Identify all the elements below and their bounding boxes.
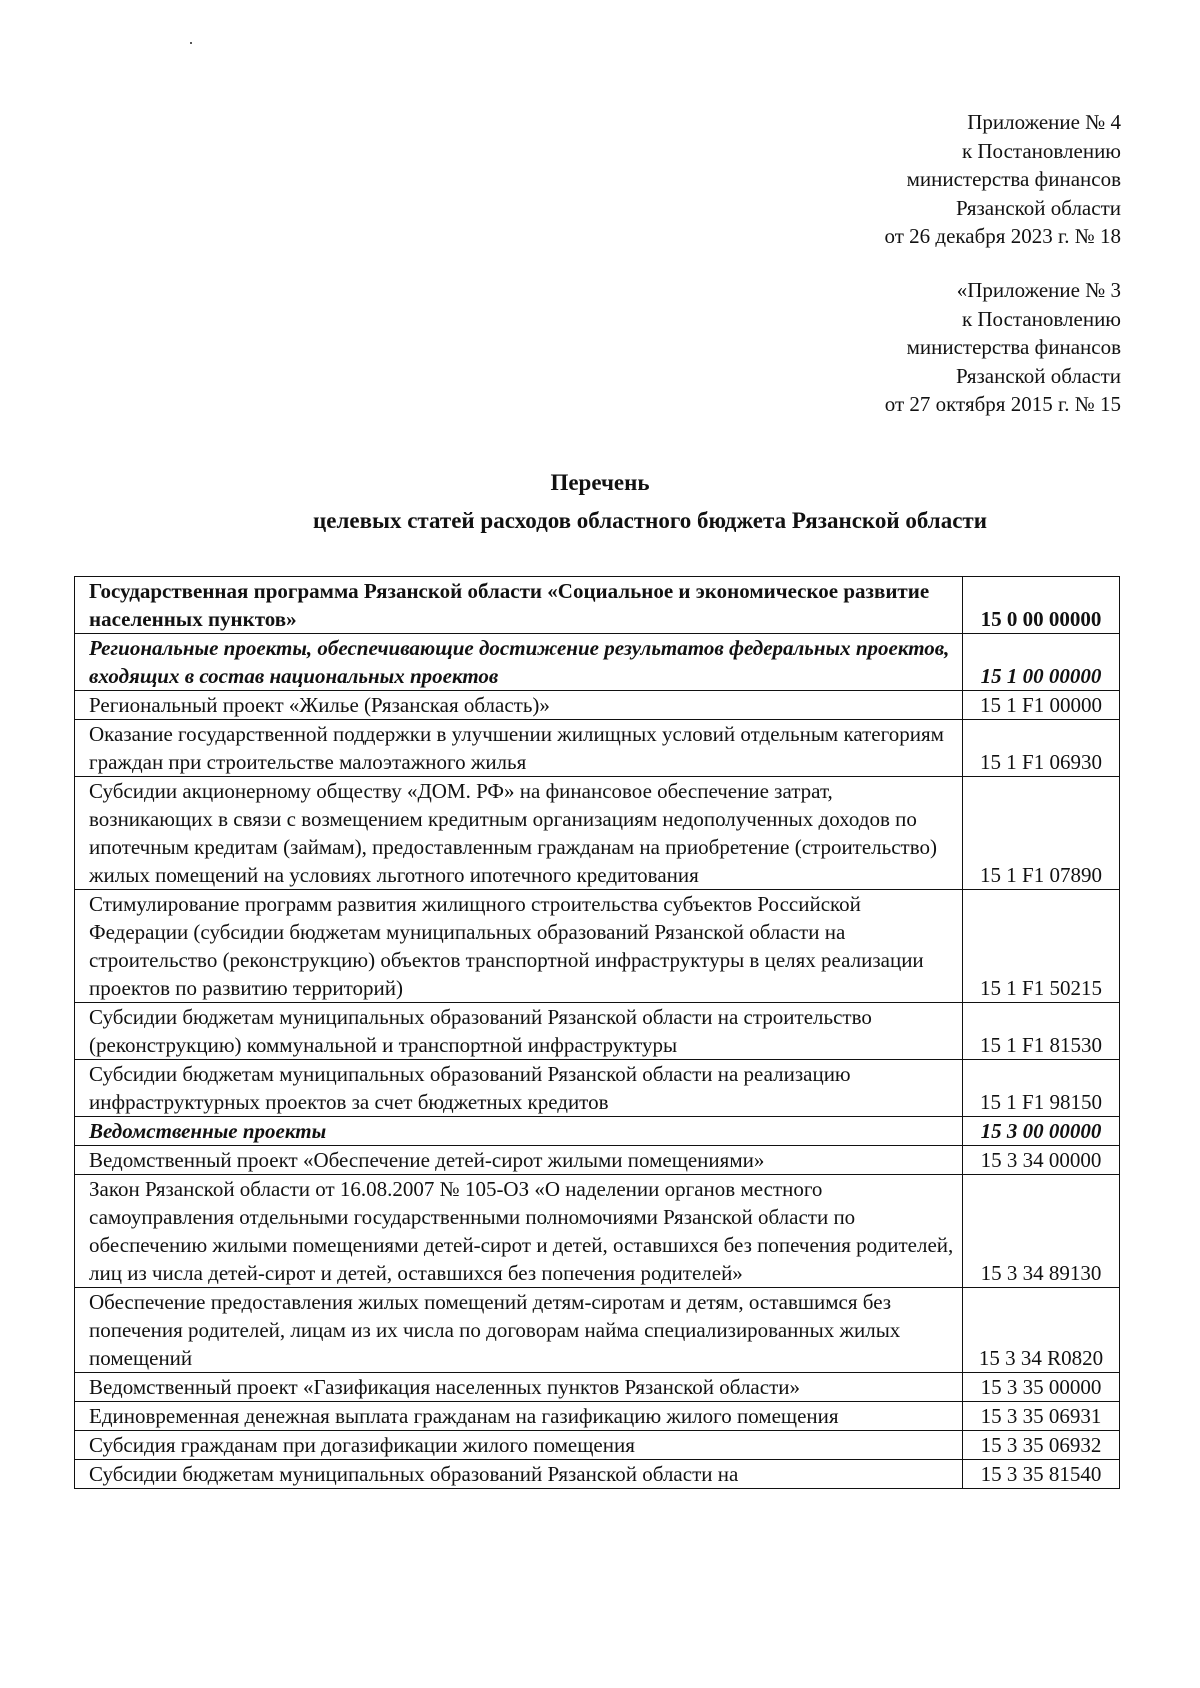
header-line: Рязанской области xyxy=(955,195,1121,220)
document-subtitle: целевых статей расходов областного бюджета Рязанской области xyxy=(313,508,987,533)
header-line: от 26 декабря 2023 г. № 18 xyxy=(884,224,1121,248)
row-code: 15 1 F1 98150 xyxy=(963,1060,1120,1117)
table-row xyxy=(75,777,1120,890)
table-row xyxy=(75,1060,1120,1117)
table-row xyxy=(75,890,1120,1003)
row-code: 15 3 35 00000 xyxy=(963,1373,1120,1402)
row-code: 15 1 F1 07890 xyxy=(963,777,1120,890)
row-description: Единовременная денежная выплата гражданам на газификацию жилого помещения xyxy=(75,1402,963,1431)
row-code: 15 1 F1 81530 xyxy=(963,1003,1120,1060)
table-row xyxy=(75,1175,1120,1288)
table-row xyxy=(75,634,1120,691)
row-code: 15 3 34 00000 xyxy=(963,1146,1120,1175)
row-description: Ведомственный проект «Обеспечение детей-сирот жилыми помещениями» xyxy=(75,1146,963,1175)
row-description: Закон Рязанской области от 16.08.2007 № 105-ОЗ «О наделении органов местного самоуправления отдельными государственными полномочиями Рязанской области по обеспечению жилыми помещениями детей-сирот и детей, оставшихся без попечения родителей, лиц из числа детей-сирот и детей, оставшихся без попечения родителей» xyxy=(75,1175,963,1288)
row-description: Стимулирование программ развития жилищного строительства субъектов Российской Федерации (субсидии бюджетам муниципальных образований Рязанской области на строительство (реконструкцию) объектов транспортной инфраструктуры в целях реализации проектов по развитию территорий) xyxy=(75,890,963,1003)
row-code: 15 1 F1 06930 xyxy=(963,720,1120,777)
row-description: Субсидии бюджетам муниципальных образований Рязанской области на xyxy=(75,1460,963,1489)
row-code: 15 3 35 06931 xyxy=(963,1402,1120,1431)
header-line: министерства финансов xyxy=(906,167,1121,191)
row-code: 15 1 F1 00000 xyxy=(963,691,1120,720)
document-title: Перечень xyxy=(550,470,650,495)
row-description: Государственная программа Рязанской области «Социальное и экономическое развитие населенных пунктов» xyxy=(75,577,963,634)
row-code: 15 3 34 R0820 xyxy=(963,1288,1120,1373)
header-line: от 27 октября 2015 г. № 15 xyxy=(884,392,1121,416)
row-description: Региональный проект «Жилье (Рязанская область)» xyxy=(75,691,963,720)
row-code: 15 3 35 81540 xyxy=(963,1460,1120,1489)
target-articles-table xyxy=(74,576,1120,1489)
table-row xyxy=(75,1402,1120,1431)
row-description: Ведомственные проекты xyxy=(75,1117,963,1146)
row-code: 15 1 00 00000 xyxy=(963,634,1120,691)
row-code: 15 0 00 00000 xyxy=(963,577,1120,634)
table-row xyxy=(75,1003,1120,1060)
table-row xyxy=(75,577,1120,634)
row-description: Субсидии акционерному обществу «ДОМ. РФ» на финансовое обеспечение затрат, возникающих в связи с возмещением кредитным организациям недополученных доходов по ипотечным кредитам (займам), предоставленным гражданам на приобретение (строительство) жилых помещений на условиях льготного ипотечного кредитования xyxy=(75,777,963,890)
table-row xyxy=(75,1460,1120,1489)
row-description: Субсидия гражданам при догазификации жилого помещения xyxy=(75,1431,963,1460)
header-line: Приложение № 4 xyxy=(967,110,1121,134)
table-row xyxy=(75,1288,1120,1373)
row-description: Оказание государственной поддержки в улучшении жилищных условий отдельным категориям граждан при строительстве малоэтажного жилья xyxy=(75,720,963,777)
table-row xyxy=(75,720,1120,777)
header-line: к Постановлению xyxy=(961,138,1121,163)
row-description: Региональные проекты, обеспечивающие достижение результатов федеральных проектов, входящих в состав национальных проектов xyxy=(75,634,963,691)
row-description: Субсидии бюджетам муниципальных образований Рязанской области на строительство (реконструкцию) коммунальной и транспортной инфраструктуры xyxy=(75,1003,963,1060)
row-code: 15 3 35 06932 xyxy=(963,1431,1120,1460)
appendix-header-previous xyxy=(885,276,1121,419)
header-line: министерства финансов xyxy=(906,335,1121,359)
row-code: 15 3 34 89130 xyxy=(963,1175,1120,1288)
header-line: к Постановлению xyxy=(961,306,1121,331)
row-description: Обеспечение предоставления жилых помещений детям-сиротам и детям, оставшимся без попечения родителей, лицам из их числа по договорам найма специализированных жилых помещений xyxy=(75,1288,963,1373)
table-row xyxy=(75,691,1120,720)
row-description: Субсидии бюджетам муниципальных образований Рязанской области на реализацию инфраструктурных проектов за счет бюджетных кредитов xyxy=(75,1060,963,1117)
row-description: Ведомственный проект «Газификация населенных пунктов Рязанской области» xyxy=(75,1373,963,1402)
table-row xyxy=(75,1373,1120,1402)
row-code: 15 3 00 00000 xyxy=(963,1117,1120,1146)
scan-speck xyxy=(190,42,192,44)
header-line: «Приложение № 3 xyxy=(956,278,1121,302)
table-row xyxy=(75,1431,1120,1460)
table-row xyxy=(75,1146,1120,1175)
row-code: 15 1 F1 50215 xyxy=(963,890,1120,1003)
table-row xyxy=(75,1117,1120,1146)
appendix-header-current xyxy=(885,108,1122,251)
header-line: Рязанской области xyxy=(955,363,1121,388)
